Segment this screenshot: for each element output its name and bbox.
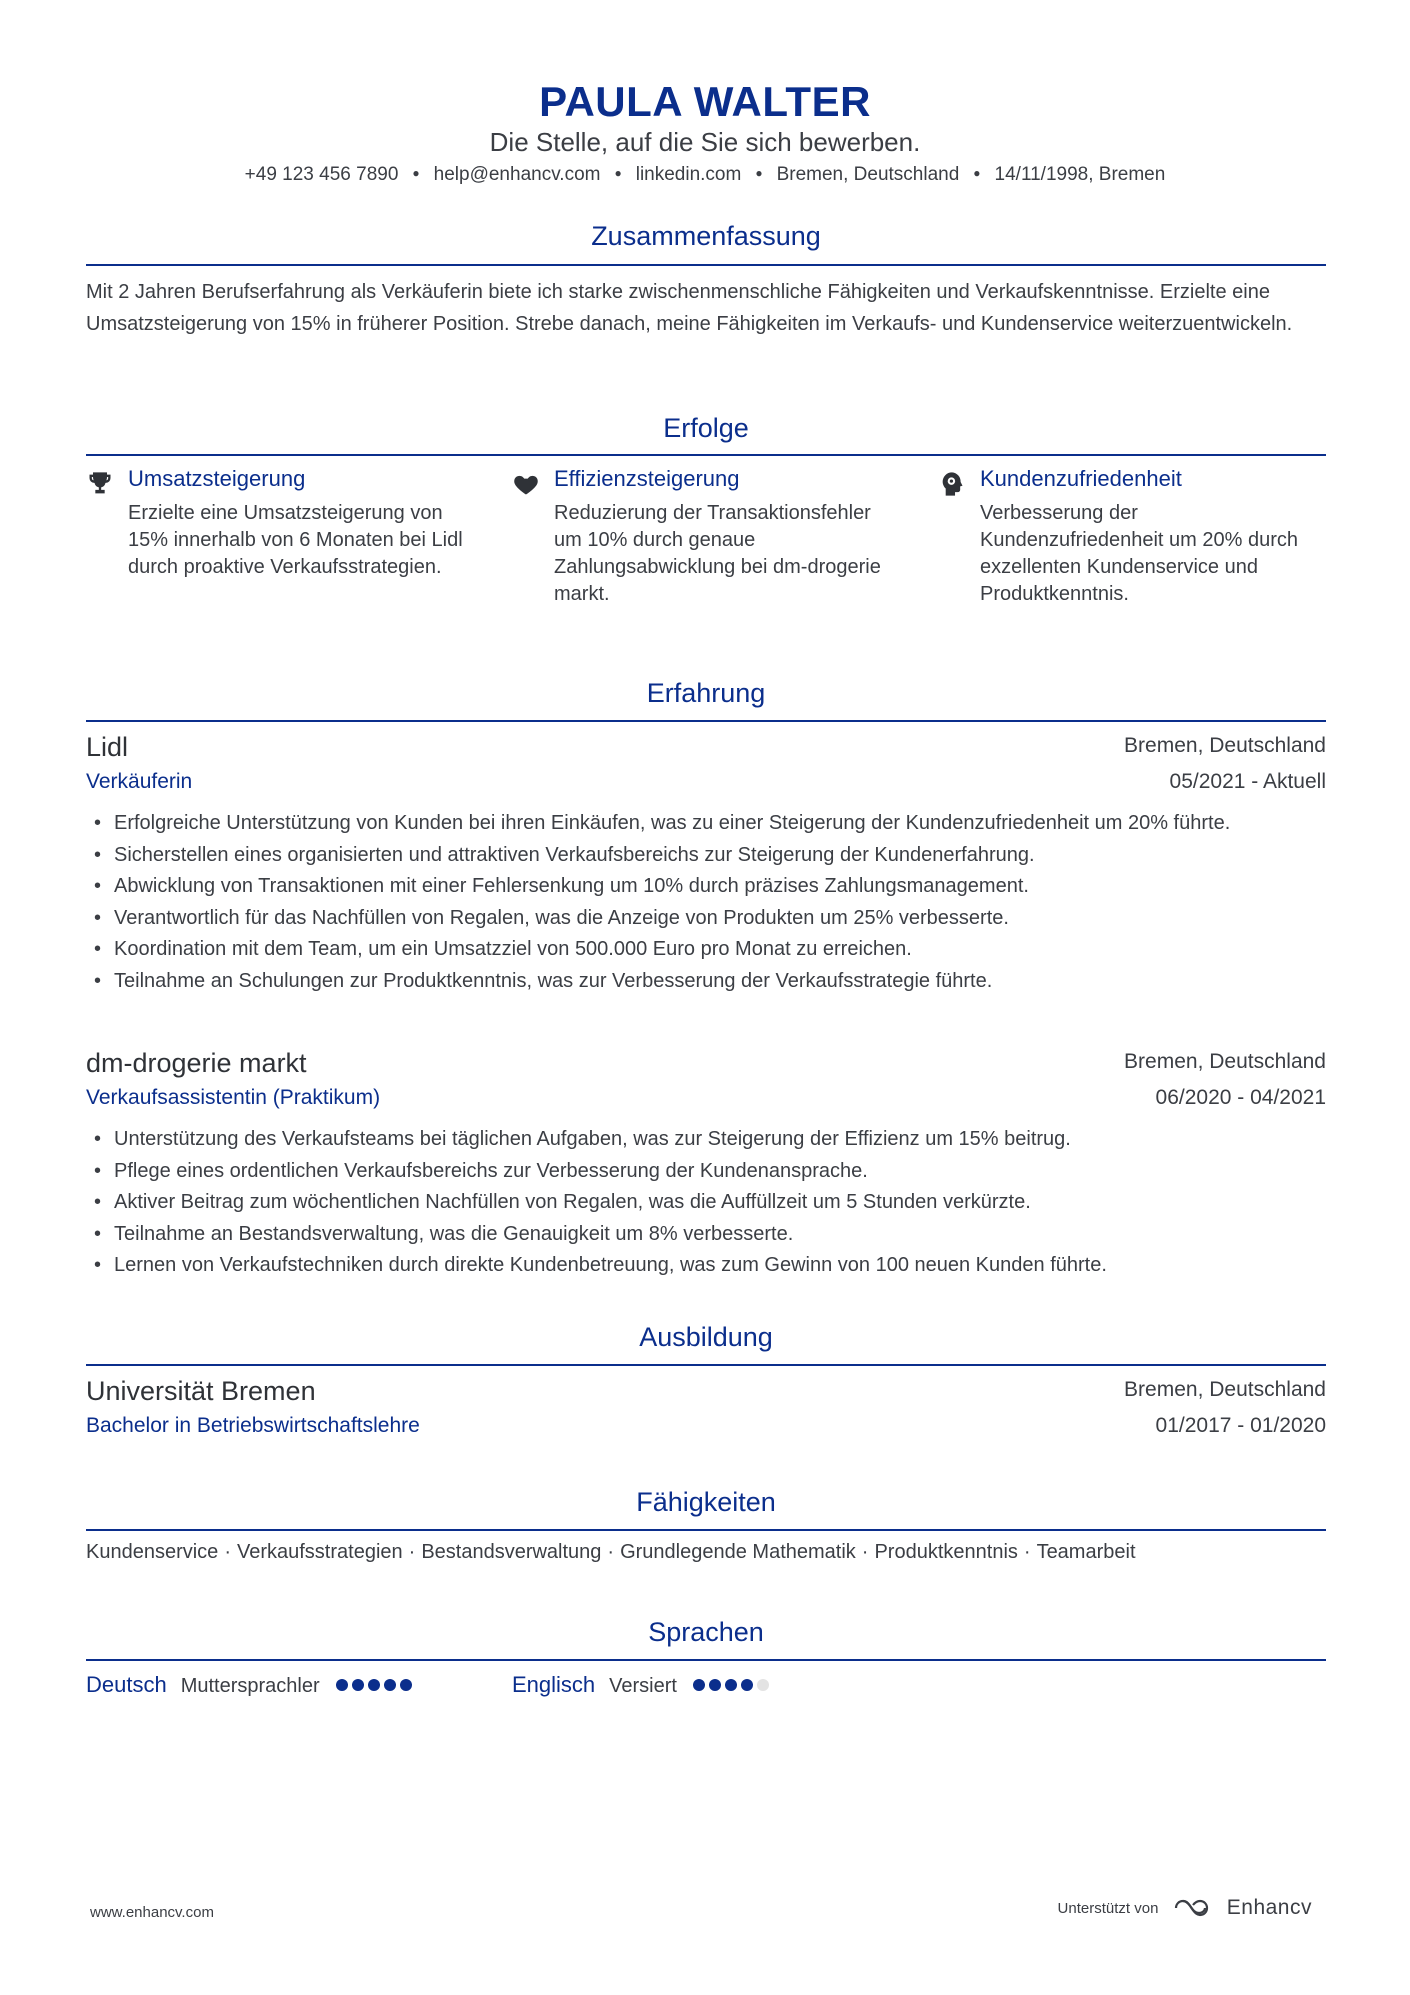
rating-dot xyxy=(368,1679,380,1691)
separator-dot: · xyxy=(607,1541,615,1563)
language-level: Versiert xyxy=(609,1675,677,1697)
rating-dot xyxy=(725,1679,737,1691)
skill-item: Bestandsverwaltung xyxy=(421,1541,602,1563)
school-location: Bremen, Deutschland xyxy=(1124,1378,1326,1401)
separator-dot: · xyxy=(861,1541,869,1563)
skill-item: Teamarbeit xyxy=(1036,1541,1136,1563)
headline: Die Stelle, auf die Sie sich bewerben. xyxy=(489,127,921,157)
skill-item: Kundenservice xyxy=(86,1541,219,1563)
birth-info: 14/11/1998, Bremen xyxy=(994,164,1166,185)
achievement-title: Kundenzufriedenheit xyxy=(980,466,1182,491)
company-name: Lidl xyxy=(86,732,129,762)
section-divider xyxy=(86,454,1326,456)
skills-list xyxy=(86,1541,1346,1564)
section-divider xyxy=(86,720,1326,722)
heart-icon xyxy=(512,470,540,498)
language-item xyxy=(86,1671,416,1698)
company-name: dm-drogerie markt xyxy=(86,1048,307,1078)
location: Bremen, Deutschland xyxy=(776,164,960,185)
list-item: • Verantwortlich für das Nachfüllen von Regalen, was die Anzeige von Produkten um 25% verbesserte. xyxy=(86,903,1326,935)
list-item: • Teilnahme an Schulungen zur Produktkenntnis, was zur Verbesserung der Verkaufsstrategie führte. xyxy=(86,966,1326,998)
separator-dot: ● xyxy=(412,166,420,180)
section-title-summary: Zusammenfassung xyxy=(591,221,821,251)
separator-dot: · xyxy=(224,1541,231,1563)
language-item xyxy=(512,1671,773,1698)
list-item: • Sicherstellen eines organisierten und attraktiven Verkaufsbereichs zur Steigerung der Kundenerfahrung. xyxy=(86,840,1326,872)
list-item: • Erfolgreiche Unterstützung von Kunden bei ihren Einkäufen, was zu einer Steigerung der Kundenzufriedenheit um 20% führte. xyxy=(86,808,1326,840)
trophy-icon xyxy=(86,470,114,498)
degree: Bachelor in Betriebswirtschaftslehre xyxy=(86,1414,420,1437)
section-divider xyxy=(86,264,1326,266)
language-name: Deutsch xyxy=(86,1672,167,1697)
language-rating xyxy=(693,1671,773,1697)
separator-dot: · xyxy=(1023,1541,1031,1563)
list-item: • Koordination mit dem Team, um ein Umsatzziel von 500.000 Euro pro Monat zu erreichen. xyxy=(86,934,1326,966)
separator-dot: ● xyxy=(973,166,981,180)
job-role: Verkaufsassistentin (Praktikum) xyxy=(86,1086,381,1109)
language-rating xyxy=(336,1671,416,1697)
list-item: • Abwicklung von Transaktionen mit einer Fehlersenkung um 10% durch präzises Zahlungsmanagement. xyxy=(86,871,1326,903)
separator-dot: ● xyxy=(614,166,622,180)
rating-dot xyxy=(384,1679,396,1691)
section-title-achievements: Erfolge xyxy=(663,413,749,443)
achievement-text: Erzielte eine Umsatzsteigerung von 15% innerhalb von 6 Monaten bei Lidl durch proaktive Verkaufsstrategien. xyxy=(128,502,463,578)
job-role: Verkäuferin xyxy=(86,770,193,793)
achievement-text: Reduzierung der Transaktionsfehler um 10% durch genaue Zahlungsabwicklung bei dm-drogerie markt. xyxy=(554,502,881,605)
candidate-name: PAULA WALTER xyxy=(539,78,871,125)
section-title-skills: Fähigkeiten xyxy=(636,1487,776,1517)
separator-dot: · xyxy=(408,1541,416,1563)
section-divider xyxy=(86,1659,1326,1661)
contact-line xyxy=(0,164,1410,186)
powered-by-label: Unterstützt von xyxy=(1057,1900,1159,1917)
job-location: Bremen, Deutschland xyxy=(1124,1050,1326,1073)
rating-dot xyxy=(693,1679,705,1691)
list-item: • Teilnahme an Bestandsverwaltung, was die Genauigkeit um 8% verbesserte. xyxy=(86,1219,1326,1251)
achievement-title: Effizienzsteigerung xyxy=(554,466,740,491)
skill-item: Verkaufsstrategien xyxy=(236,1541,403,1563)
job-bullets xyxy=(86,808,1326,997)
email-link[interactable]: help@enhancv.com xyxy=(433,164,601,185)
education-dates: 01/2017 - 01/2020 xyxy=(1155,1414,1326,1437)
summary-text: Mit 2 Jahren Berufserfahrung als Verkäuferin biete ich starke zwischenmenschliche Fähigkeiten und Verkaufskenntnisse. Erzielte eine Umsatzsteigerung von 15% in früherer Position. Strebe danach, meine Fähigkeiten im Verkaufs- und Kundenservice weiterzuentwickeln. xyxy=(86,281,1293,335)
rating-dot xyxy=(757,1679,769,1691)
rating-dot xyxy=(741,1679,753,1691)
achievement-title: Umsatzsteigerung xyxy=(128,466,306,491)
achievement-text: Verbesserung der Kundenzufriedenheit um 20% durch exzellenten Kundenservice und Produktkenntnis. xyxy=(980,502,1298,605)
job-location: Bremen, Deutschland xyxy=(1124,734,1326,757)
rating-dot xyxy=(400,1679,412,1691)
school-name: Universität Bremen xyxy=(86,1376,316,1406)
skill-item: Produktkenntnis xyxy=(874,1541,1018,1563)
section-title-experience: Erfahrung xyxy=(646,678,766,708)
job-dates: 06/2020 - 04/2021 xyxy=(1155,1086,1326,1109)
linkedin-link[interactable]: linkedin.com xyxy=(635,164,742,185)
footer-branding xyxy=(1058,1896,1312,1920)
list-item: • Pflege eines ordentlichen Verkaufsbereichs zur Verbesserung der Kundenansprache. xyxy=(86,1156,1326,1188)
job-dates: 05/2021 - Aktuell xyxy=(1169,770,1326,793)
phone: +49 123 456 7890 xyxy=(244,164,399,185)
brand-name: Enhancv xyxy=(1226,1896,1312,1919)
list-item: • Aktiver Beitrag zum wöchentlichen Nachfüllen von Regalen, was die Auffüllzeit um 5 Stunden verkürzte. xyxy=(86,1187,1326,1219)
rating-dot xyxy=(709,1679,721,1691)
list-item: • Unterstützung des Verkaufsteams bei täglichen Aufgaben, was zur Steigerung der Effizienz um 15% beitrug. xyxy=(86,1124,1326,1156)
section-divider xyxy=(86,1529,1326,1531)
skill-item: Grundlegende Mathematik xyxy=(620,1541,856,1563)
section-title-education: Ausbildung xyxy=(639,1322,773,1352)
footer-website[interactable]: www.enhancv.com xyxy=(90,1904,214,1921)
job-bullets xyxy=(86,1124,1326,1282)
section-divider xyxy=(86,1364,1326,1366)
rating-dot xyxy=(352,1679,364,1691)
language-level: Muttersprachler xyxy=(180,1675,320,1697)
enhancv-logo-icon xyxy=(1173,1897,1217,1919)
head-brain-icon xyxy=(938,470,966,498)
language-name: Englisch xyxy=(512,1672,596,1697)
section-title-languages: Sprachen xyxy=(648,1617,764,1647)
separator-dot: ● xyxy=(755,166,763,180)
rating-dot xyxy=(336,1679,348,1691)
list-item: • Lernen von Verkaufstechniken durch direkte Kundenbetreuung, was zum Gewinn von 100 neuen Kunden führte. xyxy=(86,1250,1326,1282)
